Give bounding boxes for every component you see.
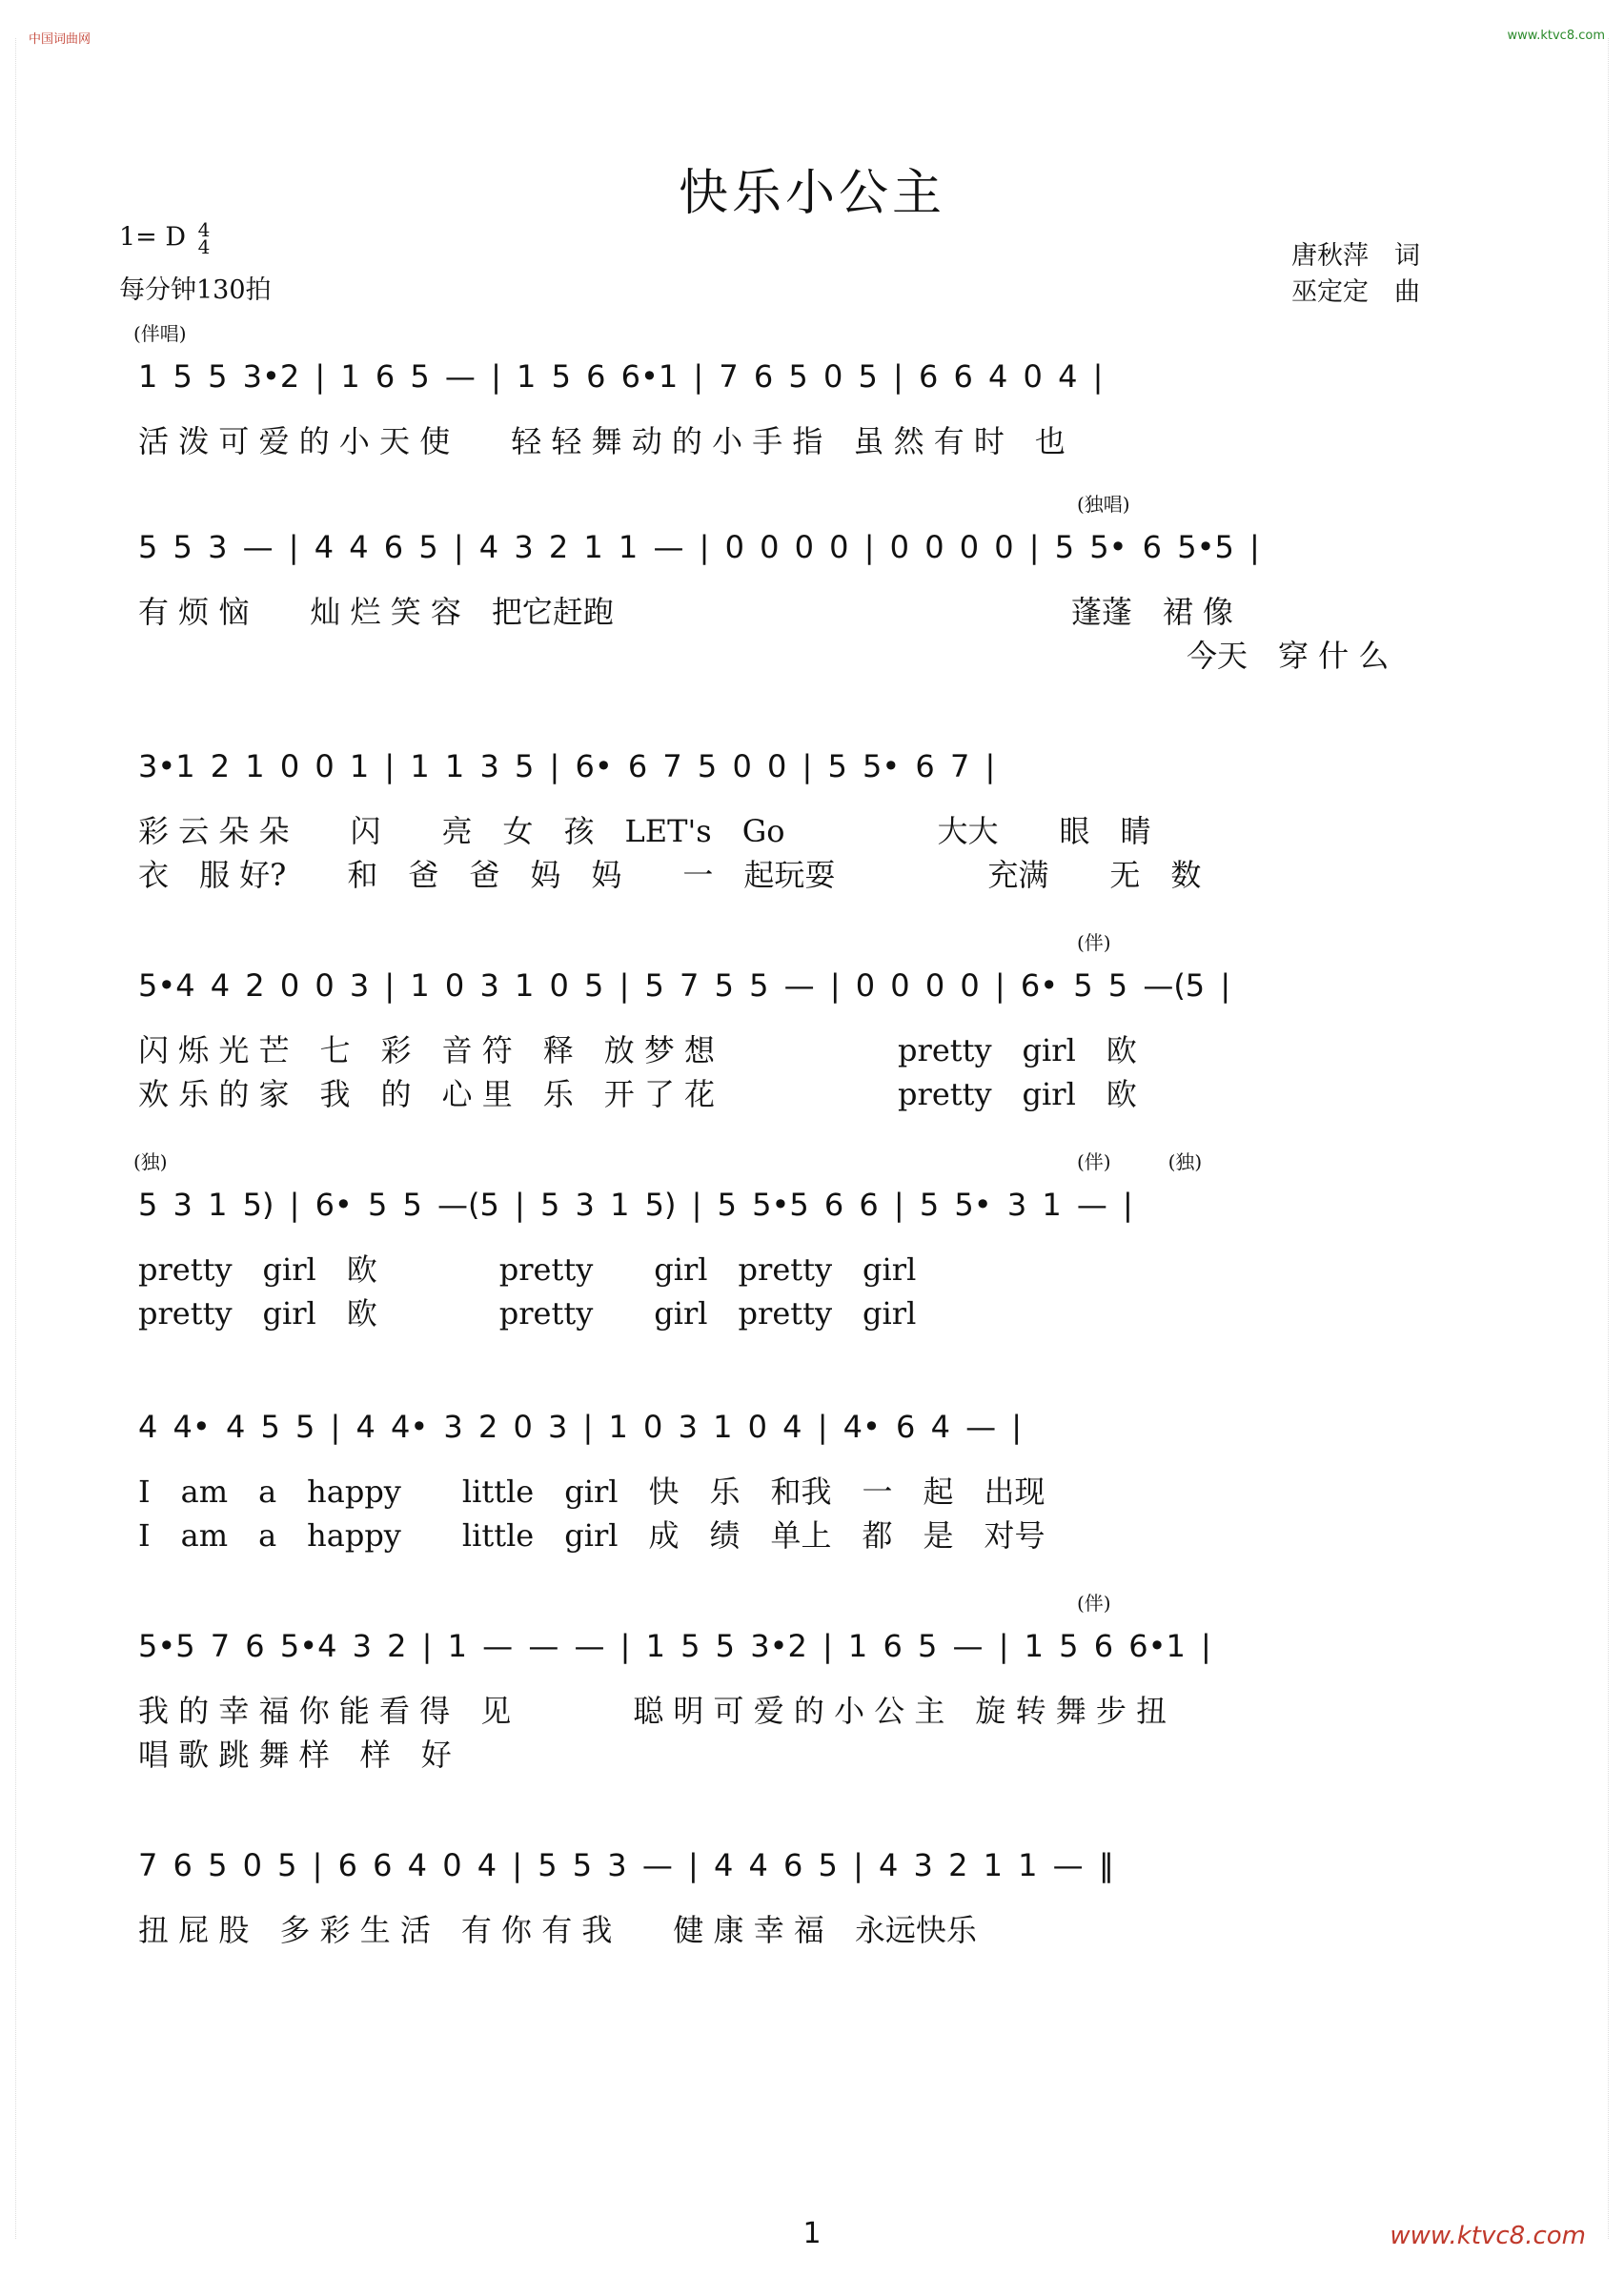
performance-label: (独) — [133, 1150, 168, 1173]
key-label: 1= D — [119, 222, 187, 253]
lyrics-line-2: I am a happy little girl 成 绩 单上 都 是 对号 — [138, 1517, 1045, 1554]
site-url-right: www.ktvc8.com — [1507, 29, 1605, 43]
performance-label: (伴唱) — [133, 322, 187, 345]
notation-line: 5•4 4 2 0 0 3 | 1 0 3 1 0 5 | 5 7 5 5 — | 0 0 0 0 | 6• 5 5 —(5 | — [138, 967, 1231, 1004]
song-title: 快乐小公主 — [678, 165, 945, 222]
lyrics-line-1: 有 烦 恼 灿 烂 笑 容 把它赶跑 蓬蓬 裙 像 — [138, 594, 1234, 630]
lyrics-line-1: 我 的 幸 福 你 能 看 得 见 聪 明 可 爱 的 小 公 主 旋 转 舞 步 扭 — [138, 1693, 1167, 1729]
lyrics-line-2: 唱 歌 跳 舞 样 样 好 — [138, 1737, 452, 1773]
lyrics-line-1: 闪 烁 光 芒 七 彩 音 符 释 放 梦 想 pretty girl 欧 — [138, 1032, 1137, 1068]
notation-line: 3•1 2 1 0 0 1 | 1 1 3 5 | 6• 6 7 5 0 0 | 5 5• 6 7 | — [138, 748, 996, 784]
page-number: 1 — [802, 2217, 822, 2250]
notation-line: 5 5 3 — | 4 4 6 5 | 4 3 2 1 1 — | 0 0 0 0 | 0 0 0 0 | 5 5• 6 5•5 | — [138, 529, 1260, 565]
time-numerator: 4 — [197, 218, 211, 241]
key-signature — [119, 218, 211, 258]
composer: 巫定定 曲 — [1291, 277, 1420, 307]
lyrics-line-2: 今天 穿 什 么 — [1187, 638, 1390, 674]
site-name-left: 中国词曲网 — [29, 32, 91, 47]
lyrics-line-2: 欢 乐 的 家 我 的 心 里 乐 开 了 花 pretty girl 欧 — [138, 1076, 1137, 1112]
lyrics-line-1: 扭 屁 股 多 彩 生 活 有 你 有 我 健 康 幸 福 永远快乐 — [138, 1912, 977, 1948]
lyrics-line-1: 活 泼 可 爱 的 小 天 使 轻 轻 舞 动 的 小 手 指 虽 然 有 时 也 — [138, 423, 1066, 459]
lyrics-line-2: pretty girl 欧 pretty girl pretty girl — [138, 1295, 917, 1332]
lyrics-line-2: 衣 服 好? 和 爸 爸 妈 妈 一 起玩耍 充满 无 数 — [138, 857, 1202, 893]
performance-label: (伴) — [1077, 931, 1111, 954]
tempo: 每分钟130拍 — [119, 275, 272, 305]
time-denominator: 4 — [197, 235, 211, 258]
notation-line: 5•5 7 6 5•4 3 2 | 1 — — — | 1 5 5 3•2 | 1 6 5 — | 1 5 6 6•1 | — [138, 1628, 1211, 1664]
footer-logo: www.ktvc8.com — [1390, 2222, 1586, 2250]
performance-label: (伴) — [1077, 1592, 1111, 1615]
right-margin-strip — [1608, 38, 1622, 2239]
performance-label: (伴) (独) — [1077, 1150, 1203, 1173]
lyrics-line-1: pretty girl 欧 pretty girl pretty girl — [138, 1251, 917, 1288]
notation-line: 4 4• 4 5 5 | 4 4• 3 2 0 3 | 1 0 3 1 0 4 | 4• 6 4 — | — [138, 1409, 1023, 1445]
left-margin-strip — [2, 38, 16, 2239]
lyricist: 唐秋萍 词 — [1291, 241, 1420, 271]
performance-label: (独唱) — [1077, 493, 1130, 516]
notation-line: 7 6 5 0 5 | 6 6 4 0 4 | 5 5 3 — | 4 4 6 5 | 4 3 2 1 1 — ‖ — [138, 1847, 1114, 1883]
notation-line: 1 5 5 3•2 | 1 6 5 — | 1 5 6 6•1 | 7 6 5 0 5 | 6 6 4 0 4 | — [138, 358, 1104, 395]
lyrics-line-1: I am a happy little girl 快 乐 和我 一 起 出现 — [138, 1474, 1045, 1510]
notation-line: 5 3 1 5) | 6• 5 5 —(5 | 5 3 1 5) | 5 5•5 6 6 | 5 5• 3 1 — | — [138, 1187, 1133, 1223]
lyrics-line-1: 彩 云 朵 朵 闪 亮 女 孩 LET's Go 大大 眼 睛 — [138, 813, 1151, 849]
time-signature — [197, 218, 211, 258]
